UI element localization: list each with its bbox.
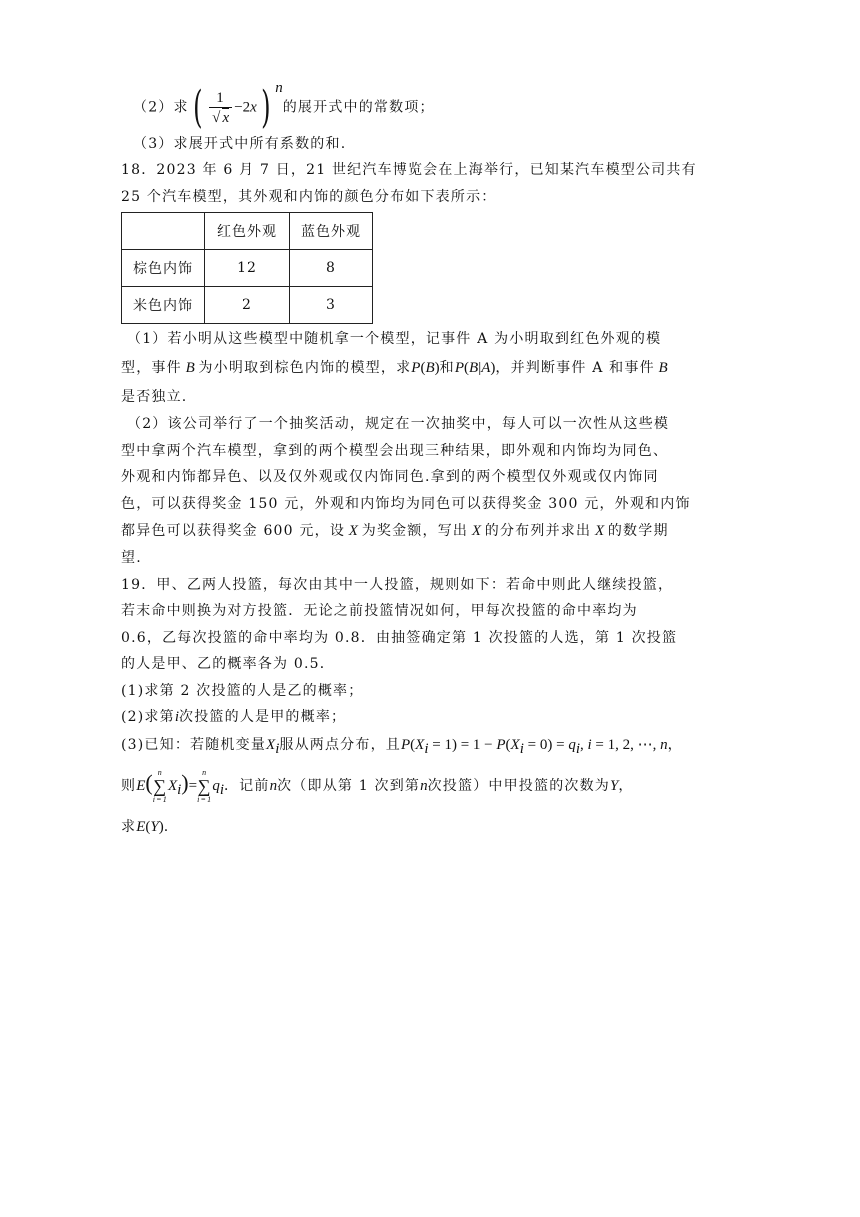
q19-stem-line4: 的人是甲、乙的概率各为 0.5． xyxy=(121,656,335,672)
q18-part2-line6: 望. xyxy=(121,550,142,566)
table-cell: 3 xyxy=(290,287,373,324)
q18-part2-line5: 都异色可以获得奖金 600 元，设 X 为奖金额，写出 X 的分布列并求出 X 的数学期 xyxy=(121,523,669,539)
q19-stem-line2: 若末命中则换为对方投篮．无论之前投篮情况如何，甲每次投篮的命中率均为 xyxy=(121,603,638,619)
q18-part1-line3: 是否独立. xyxy=(121,389,188,405)
q19-stem-line1: 19．甲、乙两人投篮，每次由其中一人投篮，规则如下：若命中则此人继续投篮， xyxy=(121,577,674,593)
q17-part2-suffix: 的展开式中的常数项； xyxy=(282,99,435,116)
table-header-blue-exterior: 蓝色外观 xyxy=(290,213,373,250)
table-row xyxy=(122,250,373,287)
q19-part3-line1: (3)已知：若随机变量$X_i$服从两点分布，且$P(X_i = 1) = 1 - P(X_i = 0) = q_i$, i = 1, 2, ⋯, n， xyxy=(121,737,683,757)
table-corner-cell xyxy=(122,213,205,250)
q18-stem-line1: 18．2023 年 6 月 7 日，21 世纪汽车博览会在上海举行，已知某汽车模型公司共有 xyxy=(121,162,697,178)
table-row-label: 棕色内饰 xyxy=(122,250,205,287)
q19-part1: (1)求第 2 次投篮的人是乙的概率； xyxy=(121,683,364,699)
q18-stem-line2: 25 个汽车模型，其外观和内饰的颜色分布如下表所示： xyxy=(121,189,497,205)
q19-part3-line3: 求E(Y). xyxy=(121,819,170,835)
q18-part2-line2: 型中拿两个汽车模型，拿到的两个模型会出现三种结果，即外观和内饰均为同色、 xyxy=(121,443,669,459)
color-distribution-table xyxy=(121,212,373,324)
q18-part2-line1: （2）该公司举行了一个抽奖活动，规定在一次抽奖中，每人可以一次性从这些模 xyxy=(127,416,670,432)
q18-part2-line3: 外观和内饰都异色、以及仅外观或仅内饰同色.拿到的两个模型仅外观或仅内饰同 xyxy=(121,469,659,485)
table-cell: 2 xyxy=(205,287,290,324)
table-row xyxy=(122,287,373,324)
q19-part3-line2: 则E( n ∑ i=1 $X_i)=$ n ∑ i=1 $q_i$．记前n次（即从第 1 次到第n次投篮）中甲投篮的次数为Y， xyxy=(121,768,634,804)
q18-part1-line2: 型，事件 B 为小明取到棕色内饰的模型，求P(B)和P(B|A)，并判断事件 A 和事件 B xyxy=(121,360,668,376)
table-header-row xyxy=(122,213,373,250)
q19-part2: (2)求第i次投篮的人是甲的概率； xyxy=(121,709,347,725)
left-paren: ( xyxy=(192,81,203,133)
q17-part2: （2）求( $\frac{1}{√x}$ −2x) $^n$的展开式中的常数项； xyxy=(133,80,435,133)
fraction-1-over-sqrt-x: $\frac{1}{√x}$ xyxy=(209,89,232,127)
table-row-label: 米色内饰 xyxy=(122,287,205,324)
table-header-red-exterior: 红色外观 xyxy=(205,213,290,250)
q17-part2-prefix: （2）求 xyxy=(133,99,189,116)
q19-stem-line3: 0.6，乙每次投篮的命中率均为 0.8．由抽签确定第 1 次投篮的人选，第 1 次投篮 xyxy=(121,630,678,646)
q18-part2-line4: 色，可以获得奖金 150 元，外观和内饰均为同色可以获得奖金 300 元，外观和内饰 xyxy=(121,496,691,512)
table-cell: 12 xyxy=(205,250,290,287)
q18-part1-line1: （1）若小明从这些模型中随机拿一个模型，记事件 A 为小明取到红色外观的模 xyxy=(127,331,662,347)
right-paren: ) xyxy=(260,81,272,133)
q17-part3: （3）求展开式中所有系数的和. xyxy=(133,136,347,152)
table-cell: 8 xyxy=(290,250,373,287)
